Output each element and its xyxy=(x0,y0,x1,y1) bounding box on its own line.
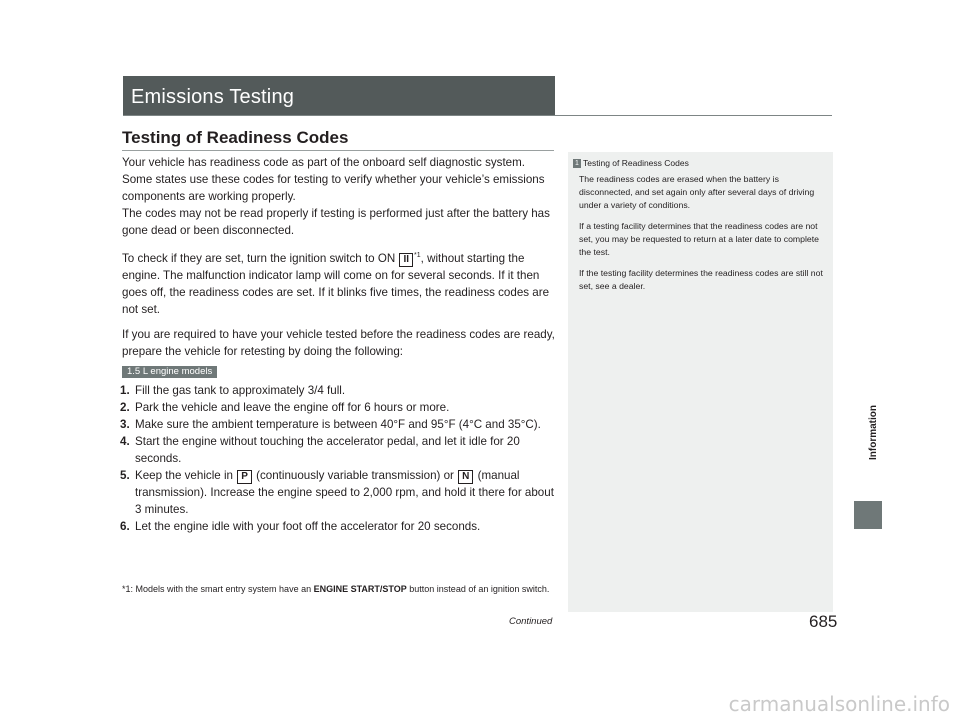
list-item xyxy=(122,399,556,416)
ignition-on-key-icon: II xyxy=(399,253,413,267)
step-text: Let the engine idle with your foot off the accelerator for 20 seconds. xyxy=(135,519,481,533)
step-number: 3. xyxy=(120,417,130,431)
footnote-text-end: button instead of an ignition switch. xyxy=(406,584,550,594)
footnote-text: *1: Models with the smart entry system have an xyxy=(122,584,314,594)
list-item xyxy=(122,518,556,535)
page-title: Emissions Testing xyxy=(131,86,295,108)
step-number: 2. xyxy=(120,400,130,414)
main-body xyxy=(122,154,556,535)
engine-model-badge: 1.5 L engine models xyxy=(122,366,217,378)
paragraph-2-text: The codes may not be read properly if testing is performed just after the battery has gone dead or been disconnected. xyxy=(122,207,550,237)
header-rule xyxy=(123,115,832,116)
steps-list xyxy=(122,382,556,535)
step-text: Park the vehicle and leave the engine off for 6 hours or more. xyxy=(135,400,450,414)
list-item xyxy=(122,433,556,467)
step-number: 6. xyxy=(120,519,130,533)
step-text: Fill the gas tank to approximately 3/4 full. xyxy=(135,383,346,397)
watermark: carmanualsonline.info xyxy=(728,692,950,716)
sidebar-paragraph: If a testing facility determines that the readiness codes are not set, you may be requested to return at a later date to complete the test. xyxy=(579,221,820,257)
list-item xyxy=(122,467,556,518)
list-item xyxy=(122,382,556,399)
footnote xyxy=(122,579,562,599)
section-rule xyxy=(122,150,554,151)
list-item xyxy=(122,416,556,433)
step-text: Make sure the ambient temperature is between 40°F and 95°F (4°C and 35°C). xyxy=(135,417,541,431)
note-marker-icon: 1 xyxy=(573,159,581,168)
paragraph-1-text: Your vehicle has readiness code as part of the onboard self diagnostic system. Some states use these codes for testing to verify whether your vehicle’s emissions components are working properly. xyxy=(122,156,545,203)
step-number: 1. xyxy=(120,383,130,397)
step-text: Start the engine without touching the accelerator pedal, and let it idle for 20 seconds. xyxy=(135,434,520,465)
paragraph-check xyxy=(122,247,556,318)
sidebar-heading xyxy=(573,157,827,170)
paragraph-retest: If you are required to have your vehicle tested before the readiness codes are ready, prepare the vehicle for retesting by doing the following: xyxy=(122,327,555,358)
step-text: (manual transmission). Increase the engine speed to 2,000 rpm, and hold it there for about 3 minutes. xyxy=(135,468,554,516)
sidebar-note xyxy=(573,157,827,301)
paragraph-intro xyxy=(122,154,556,239)
neutral-key-icon: N xyxy=(458,470,473,484)
step-number: 4. xyxy=(120,434,130,448)
paragraph-3-text-b: , without starting the engine. The malfunction indicator lamp will come on for several seconds. If it then goes off, the readiness codes are set. If it blinks five times, the readiness codes are not set. xyxy=(122,251,550,316)
continued-label: Continued xyxy=(509,616,553,627)
park-key-icon: P xyxy=(237,470,252,484)
step-text: (continuously variable transmission) or xyxy=(252,468,458,482)
sidebar-paragraph: The readiness codes are erased when the battery is disconnected, and set again only after several days of driving under a variety of conditions. xyxy=(579,174,815,210)
side-tab-marker xyxy=(854,501,882,529)
sidebar-title: Testing of Readiness Codes xyxy=(583,158,689,168)
step-text: Keep the vehicle in xyxy=(135,468,237,482)
paragraph-3-text-a: To check if they are set, turn the ignition switch to ON xyxy=(122,251,399,265)
side-tab-label: Information xyxy=(868,405,879,460)
page-number: 685 xyxy=(809,612,838,631)
footnote-ref: *1 xyxy=(414,252,421,259)
sidebar-paragraph: If the testing facility determines the readiness codes are still not set, see a dealer. xyxy=(579,268,823,291)
step-number: 5. xyxy=(120,468,130,482)
section-title: Testing of Readiness Codes xyxy=(122,128,349,147)
footnote-bold-text: ENGINE START/STOP xyxy=(313,584,407,594)
